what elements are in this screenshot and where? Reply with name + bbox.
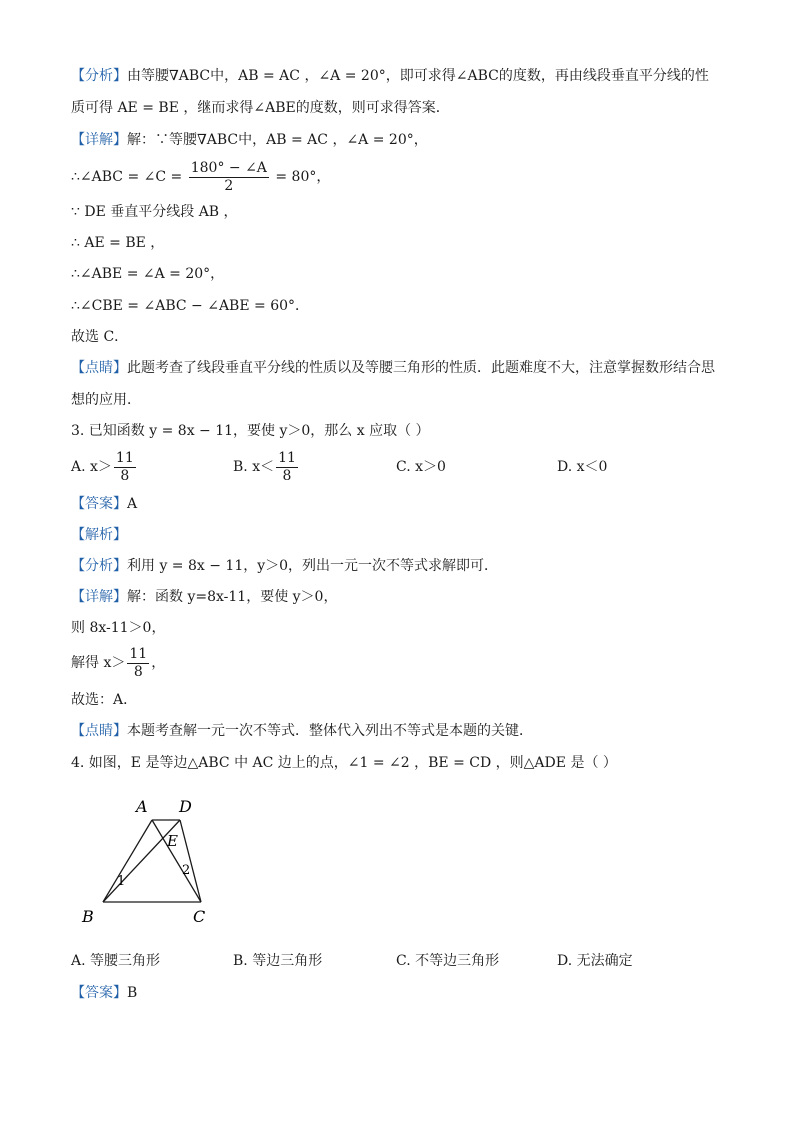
comment-text-1: 此题考查了线段垂直平分线的性质以及等腰三角形的性质．此题难度不大，注意掌握数形结合思: [127, 360, 715, 376]
q3-answer-tag: 【答案】: [71, 496, 127, 512]
q3-comment: [71, 721, 533, 741]
q3-analysis-tag: 【分析】: [71, 558, 127, 574]
q3-detail-fraction: [127, 646, 149, 681]
q3-option-a-num: 11: [115, 449, 134, 466]
label-a: A: [136, 797, 148, 816]
detail-line-4: ∴ AE = BE ，: [71, 235, 165, 251]
q3-option-a: [71, 448, 138, 486]
q3-option-c: C. x＞0: [396, 459, 446, 475]
q3-option-b: [233, 448, 300, 486]
detail-line-6: ∴∠CBE = ∠ABC − ∠ABE = 60°．: [71, 298, 310, 314]
question-4-stem: 4. 如图，E 是等边△ABC 中 AC 边上的点，∠1 = ∠2 ，BE = CD ，则△ADE 是（ ）: [71, 755, 617, 771]
q3-analysis-text: 利用 y = 8x − 11，y＞0，列出一元一次不等式求解即可．: [127, 558, 499, 574]
q3-explain-tag: 【解析】: [71, 527, 127, 543]
q3-explain: [71, 525, 127, 545]
q3-option-b-den: 8: [282, 467, 292, 484]
q4-answer: [71, 983, 137, 1003]
q3-option-b-fraction: [276, 450, 298, 485]
q4-option-c: C. 不等边三角形: [396, 953, 500, 969]
comment-line-2: 想的应用．: [71, 392, 141, 408]
q3-option-b-pre: B. x＜: [233, 459, 275, 475]
q3-detail-text-3-post: ，: [151, 655, 166, 671]
q4-option-b: B. 等边三角形: [233, 953, 323, 969]
q3-analysis: [71, 556, 498, 576]
q3-detail-tag: 【详解】: [71, 589, 127, 605]
analysis-line-1: [71, 66, 709, 86]
label-b: B: [82, 907, 94, 926]
comment-line-1: [71, 358, 715, 378]
q3-answer: [71, 494, 137, 514]
fraction-denominator: 2: [224, 177, 234, 194]
q3-option-a-fraction: [114, 450, 136, 485]
q3-option-a-pre: A. x＞: [71, 459, 112, 475]
geometry-figure: [70, 790, 240, 935]
q3-detail-text-3-pre: 解得 x＞: [71, 655, 126, 671]
q4-answer-tag: 【答案】: [71, 985, 127, 1001]
q4-answer-value: B: [127, 985, 138, 1001]
fraction-numerator: 180° − ∠A: [190, 159, 267, 176]
q3-detail-text-1: 解：函数 y=8x-11，要使 y＞0，: [127, 589, 338, 605]
label-e: E: [167, 832, 178, 850]
q3-comment-tag: 【点睛】: [71, 723, 127, 739]
q3-detail-line-3: [71, 644, 165, 682]
q3-detail-den: 8: [133, 663, 143, 680]
q3-option-b-num: 11: [278, 449, 296, 466]
segment-dc: [180, 820, 201, 902]
comment-tag: 【点睛】: [71, 360, 127, 376]
label-angle-1: 1: [117, 874, 126, 889]
q3-comment-text: 本题考查解一元一次不等式．整体代入列出不等式是本题的关键．: [127, 723, 533, 739]
q3-detail-num: 11: [129, 645, 148, 662]
q3-option-a-den: 8: [120, 467, 130, 484]
label-c: C: [193, 907, 206, 926]
detail-text-1: 解：∵等腰∇ABC中，AB = AC ，∠A = 20°，: [127, 132, 428, 148]
q4-option-a: A. 等腰三角形: [71, 953, 161, 969]
question-3-stem: 3. 已知函数 y = 8x − 11，要使 y＞0，那么 x 应取（ ）: [71, 423, 430, 439]
analysis-tag: 【分析】: [71, 68, 127, 84]
detail-line-1: [71, 130, 428, 150]
detail-line-3: ∵ DE 垂直平分线段 AB ，: [71, 204, 238, 220]
fraction-angle: [189, 160, 269, 195]
detail-text-2-post: = 80°，: [270, 169, 331, 185]
q3-conclusion: 故选：A．: [71, 692, 138, 708]
detail-tag: 【详解】: [71, 132, 127, 148]
segment-ba: [103, 820, 152, 902]
detail-text-2-pre: ∴∠ABC = ∠C =: [71, 169, 187, 185]
label-angle-2: 2: [182, 863, 191, 878]
detail-line-2: [71, 158, 330, 196]
conclusion-1: 故选 C．: [71, 329, 129, 345]
q3-option-d: D. x＜0: [557, 459, 608, 475]
analysis-text-1: 由等腰∇ABC中，AB = AC ，∠A = 20°，即可求得∠ABC的度数，再由线段垂直平分线的性: [127, 68, 709, 84]
analysis-line-2: 质可得 AE = BE ，继而求得∠ABE的度数，则可求得答案．: [71, 100, 450, 116]
q3-answer-value: A: [127, 496, 138, 512]
label-d: D: [179, 797, 192, 816]
q4-option-d: D. 无法确定: [557, 953, 633, 969]
q3-detail-line-1: [71, 587, 337, 607]
q3-detail-line-2: 则 8x-11＞0，: [71, 620, 166, 636]
detail-line-5: ∴∠ABE = ∠A = 20°，: [71, 266, 225, 282]
